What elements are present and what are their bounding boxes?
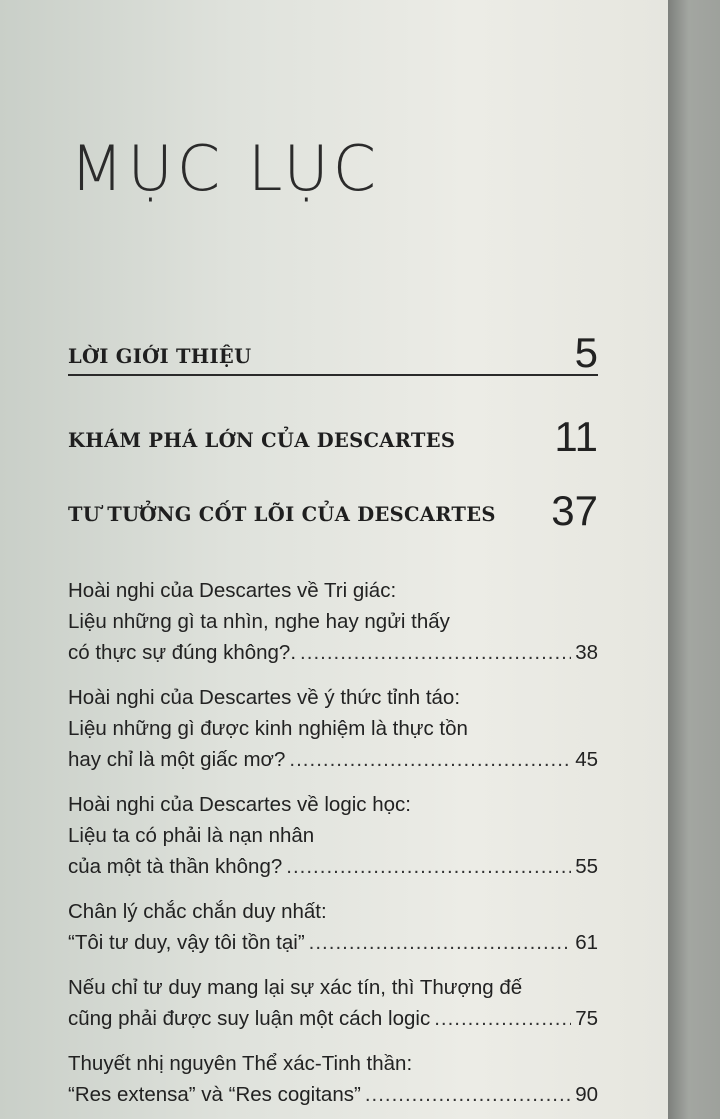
dot-leader <box>434 1003 571 1034</box>
entry-last-line <box>68 637 598 668</box>
entry-last-line <box>68 927 598 958</box>
toc-entry <box>68 575 598 668</box>
entry-text: có thực sự đúng không?. <box>68 641 297 664</box>
entry-text: “Tôi tư duy, vậy tôi tồn tại” <box>68 931 305 954</box>
entry-page-number: 38 <box>575 641 598 664</box>
toc-entries <box>68 575 598 1119</box>
entry-text: hay chỉ là một giấc mơ? <box>68 748 286 771</box>
toc-entry <box>68 789 598 882</box>
dot-leader <box>365 1079 571 1110</box>
entry-line: Thuyết nhị nguyên Thể xác-Tinh thần: <box>68 1052 413 1075</box>
dot-leader <box>300 637 571 668</box>
entry-line: Chân lý chắc chắn duy nhất: <box>68 900 327 923</box>
page-edge-shadow <box>668 0 720 1119</box>
dot-leader <box>286 851 571 882</box>
dot-leader <box>309 927 572 958</box>
chapter-page-number: 5 <box>574 329 598 376</box>
entry-page-number: 45 <box>575 748 598 771</box>
toc-entry <box>68 972 598 1034</box>
page-title: MỤC LỤC <box>70 132 380 205</box>
entry-last-line <box>68 851 598 882</box>
entry-line: Liệu những gì ta nhìn, nghe hay ngửi thấy <box>68 610 450 633</box>
entry-last-line <box>68 1079 598 1110</box>
chapter-label: TƯ TƯỞNG CỐT LÕI CỦA DESCARTES <box>68 503 496 526</box>
entry-text: của một tà thần không? <box>68 855 283 878</box>
entry-line: Liệu những gì được kinh nghiệm là thực tồn <box>68 717 468 740</box>
entry-line: Liệu ta có phải là nạn nhân <box>68 824 315 847</box>
chapter-page-number: 37 <box>551 487 598 534</box>
entry-last-line <box>68 744 598 775</box>
entry-page-number: 90 <box>575 1083 598 1106</box>
entry-page-number: 75 <box>575 1007 598 1030</box>
entry-line: Nếu chỉ tư duy mang lại sự xác tín, thì Thượng đế <box>68 976 523 999</box>
toc-entry <box>68 896 598 958</box>
entry-page-number: 55 <box>575 855 598 878</box>
entry-text: “Res extensa” và “Res cogitans” <box>68 1083 361 1106</box>
dot-leader <box>289 744 571 775</box>
entry-line: Hoài nghi của Descartes về ý thức tỉnh táo: <box>68 686 461 709</box>
entry-line: Hoài nghi của Descartes về Tri giác: <box>68 579 397 602</box>
chapter-discovery <box>68 414 598 458</box>
chapter-introduction <box>68 330 598 376</box>
chapter-page-number: 11 <box>554 413 598 460</box>
toc-entry <box>68 682 598 775</box>
entry-last-line <box>68 1003 598 1034</box>
toc-entry <box>68 1048 598 1110</box>
entry-page-number: 61 <box>575 931 598 954</box>
entry-text: cũng phải được suy luận một cách logic <box>68 1007 431 1030</box>
chapter-label: LỜI GIỚI THIỆU <box>68 345 252 368</box>
chapter-label: KHÁM PHÁ LỚN CỦA DESCARTES <box>68 429 456 452</box>
chapter-core-thought <box>68 488 598 532</box>
entry-line: Hoài nghi của Descartes về logic học: <box>68 793 411 816</box>
